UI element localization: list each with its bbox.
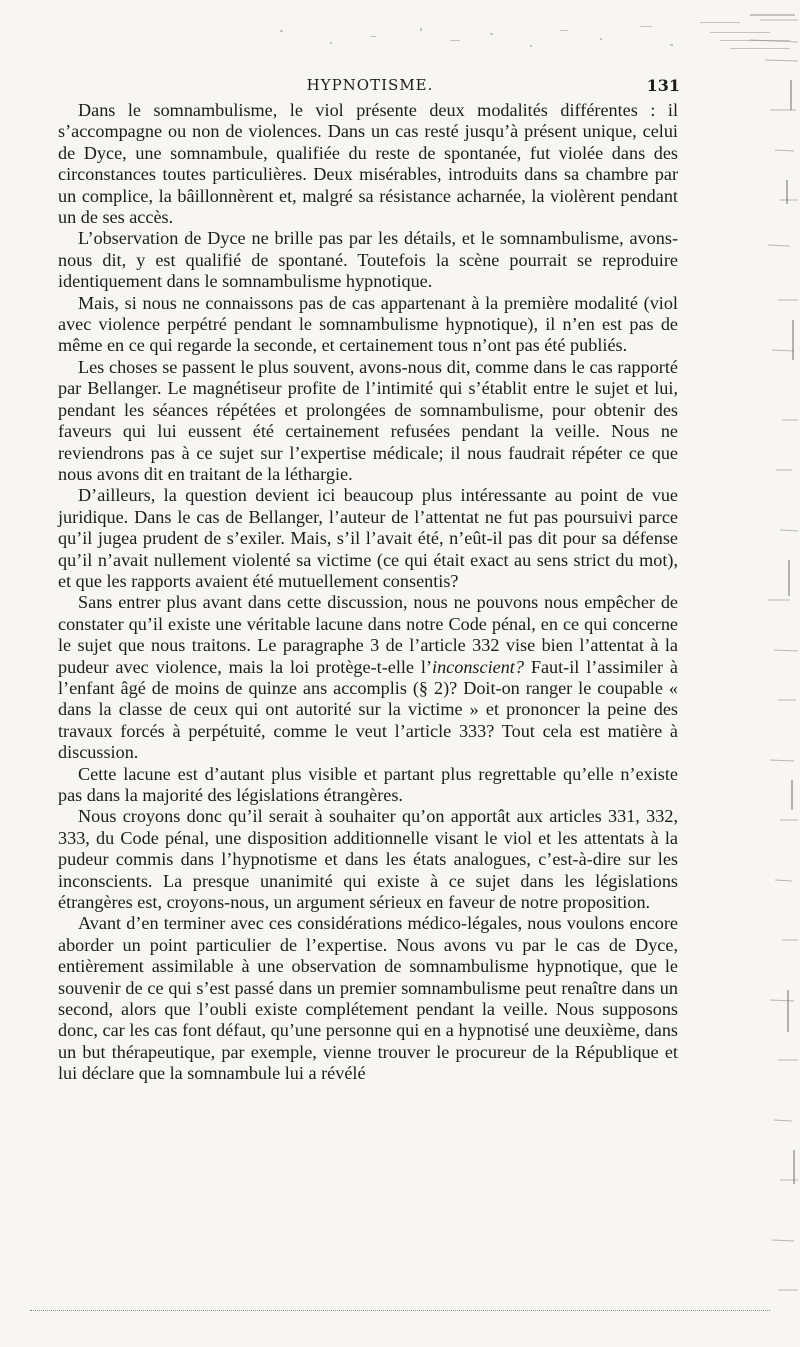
paragraph: D’ailleurs, la question devient ici beaucoup plus intéressante au point de vue juridique. Dans le cas de Bellanger, l’auteur de l’attentat ne fut pas poursuivi parce qu’il jugea prudent de s’exiler. Mais, s’il l’avait été, n’eût-il pas dit pour sa défense qu’il n’avait nullement violenté sa victime (ce qui était exact au sens strict du mot), et que les rapports avaient été mutuellement consentis? (58, 485, 678, 591)
paragraph: Les choses se passent le plus souvent, avons-nous dit, comme dans le cas rapporté par Bellanger. Le magnétiseur profite de l’intimité qui s’établit entre le sujet et lui, pendant les séances répétées et prolongées de somnambulisme, pour obtenir des faveurs qui lui eussent été certainement refusées pendant la veille. Nous ne reviendrons pas à ce sujet sur l’expertise médicale; il nous faudrait répéter ce que nous avons dit en traitant de la léthargie. (58, 356, 678, 484)
paragraph: Dans le somnambulisme, le viol présente deux modalités différentes : il s’accompagne ou non de violences. Dans un cas resté jusqu’à présent unique, celui de Dyce, une somnambule, qualifiée du reste de spontanée, fut violée dans des circonstances toutes particulières. Deux misérables, introduits dans sa chambre par un complice, la bâillonnèrent et, malgré sa résistance acharnée, la violèrent pendant un de ses accès. (58, 100, 678, 228)
scan-edge-artifacts (690, 0, 800, 1347)
paragraph: L’observation de Dyce ne brille pas par les détails, et le somnambulisme, avons-nous dit, y est qualifié de spontané. Toutefois la scène pourrait se reproduire identiquement dans le somnambulisme hypnotique. (58, 228, 678, 292)
paragraph: Nous croyons donc qu’il serait à souhaiter qu’on apportât aux articles 331, 332, 333, du Code pénal, une disposition additionnelle visant le viol et les attentats à la pudeur commis dans l’hypnotisme et dans les états analogues, c’est-à-dire sur les inconscients. La presque unanimité qui existe à ce sujet dans les législations étrangères est, croyons-nous, un argument sérieux en faveur de notre proposition. (58, 806, 678, 913)
paragraph (58, 592, 678, 763)
body-text (58, 100, 678, 1085)
italic-term: inconscient? (432, 656, 524, 677)
paragraph-text: Sans entrer plus avant dans cette discussion, nous ne pouvons nous empêcher de constater qu’il existe une véritable lacune dans notre Code pénal, en ce qui concerne le sujet que nous traitons. Le paragraphe 3 de l’article 332 vise bien l’attentat à la pudeur avec violence, mais la loi protège-t-elle l’ (58, 592, 678, 677)
page-header (60, 74, 680, 98)
paragraph: Mais, si nous ne connaissons pas de cas appartenant à la première modalité (viol avec violence perpétré pendant le somnambulisme hypnotique), il n’en est pas de même en ce qui regarde la seconde, et certainement tous n’ont pas été publiés. (58, 292, 678, 356)
paragraph: Avant d’en terminer avec ces considérations médico-légales, nous voulons encore aborder un point particulier de l’expertise. Nous avons vu par le cas de Dyce, entièrement assimilable à une observation de somnambulisme hypnotique, que le souvenir de ce qui s’est passé dans un premier somnambulisme peut renaître dans un second, alors que l’oubli existe complétement pendant la veille. Nous supposons donc, car les cas font défaut, qu’une personne qui en a hypnotisé une deuxième, dans un but thérapeutique, par exemple, vienne trouver le procureur de la République et lui déclare que la somnambule lui a révélé (58, 913, 678, 1084)
page-number: 131 (646, 76, 680, 95)
running-title: HYPNOTISME. (306, 76, 434, 94)
paragraph: Cette lacune est d’autant plus visible et partant plus regrettable qu’elle n’existe pas dans la majorité des législations étrangères. (58, 763, 678, 805)
bottom-scan-rule (30, 1310, 770, 1311)
paragraph-text: Faut-il l’assimiler à l’enfant âgé de moins de quinze ans accomplis (§ 2)? Doit-on ranger le coupable « dans la classe de ceux qui ont autorité sur la victime » et prononcer la peine des travaux forcés à perpétuité, comme le veut l’article 333? Tout cela est matière à discussion. (58, 656, 678, 763)
